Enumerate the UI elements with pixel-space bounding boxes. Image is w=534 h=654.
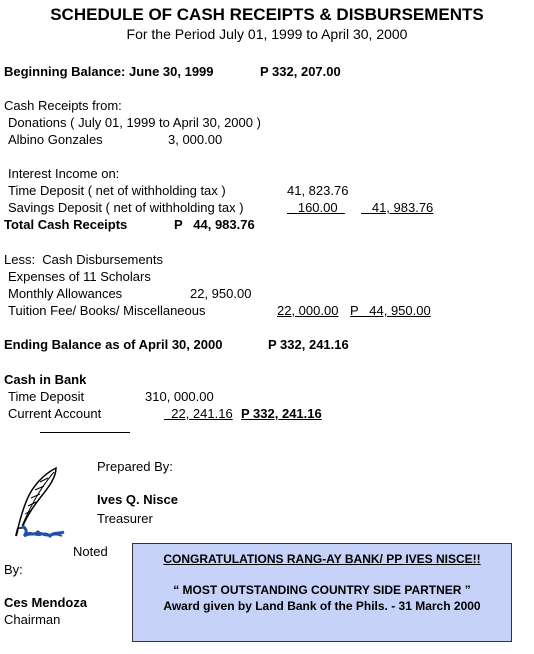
- bank-time-deposit-label: Time Deposit: [8, 389, 85, 404]
- donor-amount: 3, 000.00: [168, 132, 223, 147]
- current-account-amount: 22, 241.16: [171, 406, 233, 421]
- cash-in-bank-total: P 332, 241.16: [241, 406, 322, 421]
- ending-balance-label: Ending Balance as of April 30, 2000: [4, 337, 223, 352]
- tuition-amount: 22, 000.00: [277, 303, 339, 318]
- total-receipts-amount: P 44, 983.76: [174, 217, 255, 232]
- document-subtitle: For the Period July 01, 1999 to April 30, 2000: [126, 26, 408, 42]
- savings-interest-amount: 160.00: [297, 200, 338, 215]
- award-box: [132, 543, 512, 642]
- savings-interest-label: Savings Deposit ( net of withholding tax ): [8, 200, 244, 215]
- expenses-label: Expenses of 11 Scholars: [8, 269, 151, 284]
- bank-time-deposit-amount: 310, 000.00: [145, 389, 214, 404]
- disbursements-total: P 44, 950.00: [350, 303, 431, 318]
- award-title: “ MOST OUTSTANDING COUNTRY SIDE PARTNER ”: [173, 583, 471, 597]
- award-congratulations: CONGRATULATIONS RANG-AY BANK/ PP IVES NISCE!!: [163, 552, 481, 566]
- beginning-balance-label: Beginning Balance: June 30, 1999: [4, 64, 214, 79]
- signature-divider: [40, 432, 130, 433]
- allowance-amount: 22, 950.00: [190, 286, 252, 301]
- document-title: SCHEDULE OF CASH RECEIPTS & DISBURSEMENTS: [50, 5, 484, 24]
- receipts-heading: Cash Receipts from:: [4, 98, 122, 113]
- disbursements-heading: Less: Cash Disbursements: [4, 252, 163, 267]
- beginning-balance-amount: P 332, 207.00: [260, 64, 341, 79]
- by-label: By:: [4, 562, 23, 577]
- allowance-label: Monthly Allowances: [8, 286, 123, 301]
- total-receipts-label: Total Cash Receipts: [4, 217, 128, 232]
- prepared-by-label: Prepared By:: [97, 459, 173, 474]
- tuition-label: Tuition Fee/ Books/ Miscellaneous: [8, 303, 206, 318]
- donor-name: Albino Gonzales: [8, 132, 103, 147]
- noter-name: Ces Mendoza: [4, 595, 88, 610]
- preparer-title: Treasurer: [97, 511, 153, 526]
- ending-balance-amount: P 332, 241.16: [268, 337, 349, 352]
- interest-heading: Interest Income on:: [8, 166, 120, 181]
- donations-label: Donations ( July 01, 1999 to April 30, 2000 ): [8, 115, 261, 130]
- preparer-name: Ives Q. Nisce: [97, 492, 178, 507]
- time-deposit-interest-label: Time Deposit ( net of withholding tax ): [8, 183, 226, 198]
- award-given-by: Award given by Land Bank of the Phils. - 31 March 2000: [163, 599, 481, 613]
- quill-pen-icon: [4, 466, 68, 542]
- current-account-label: Current Account: [8, 406, 102, 421]
- noter-title: Chairman: [4, 612, 61, 627]
- cash-in-bank-heading: Cash in Bank: [4, 372, 87, 387]
- noted-label: Noted: [73, 544, 108, 559]
- interest-total: 41, 983.76: [371, 200, 434, 215]
- time-deposit-interest-amount: 41, 823.76: [287, 183, 349, 198]
